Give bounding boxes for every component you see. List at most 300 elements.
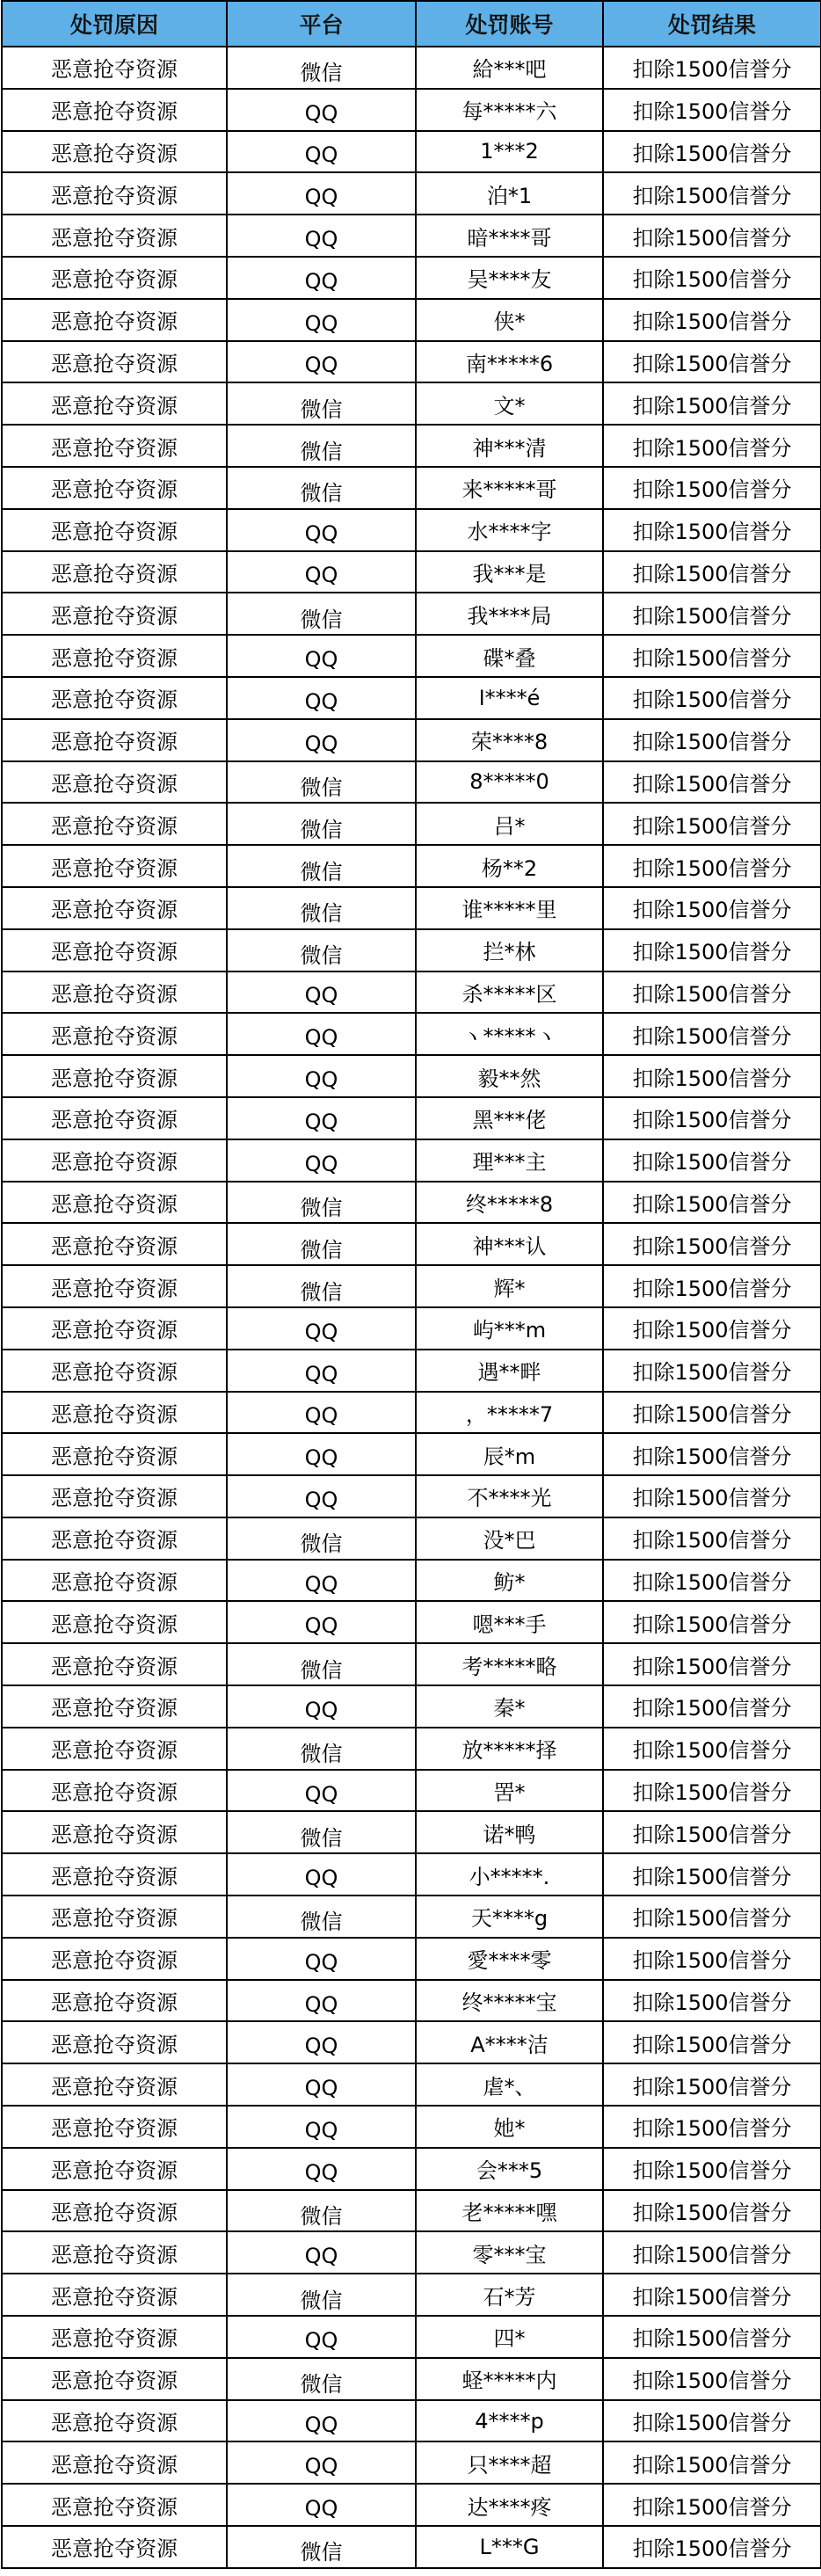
- cell-platform: 微信: [227, 425, 416, 467]
- table-row: [2, 1896, 821, 1938]
- cell-account: 文*: [416, 382, 603, 425]
- cell-account: 屿***m: [416, 1307, 603, 1350]
- cell-platform: QQ: [227, 299, 416, 341]
- cell-reason: 恶意抢夺资源: [2, 172, 227, 215]
- cell-reason: 恶意抢夺资源: [2, 215, 227, 257]
- cell-result: 扣除1500信誉分: [603, 131, 821, 173]
- cell-reason: 恶意抢夺资源: [2, 761, 227, 804]
- cell-reason: 恶意抢夺资源: [2, 1392, 227, 1434]
- cell-account: 诺*鸭: [416, 1811, 603, 1853]
- cell-platform: QQ: [227, 1055, 416, 1097]
- cell-reason: 恶意抢夺资源: [2, 1896, 227, 1938]
- cell-result: 扣除1500信誉分: [603, 1811, 821, 1853]
- cell-platform: QQ: [227, 1853, 416, 1896]
- table-row: [2, 2316, 821, 2358]
- cell-account: 放*****择: [416, 1728, 603, 1770]
- cell-result: 扣除1500信誉分: [603, 467, 821, 509]
- cell-reason: 恶意抢夺资源: [2, 971, 227, 1014]
- cell-platform: QQ: [227, 2021, 416, 2063]
- cell-platform: 微信: [227, 1223, 416, 1265]
- cell-result: 扣除1500信誉分: [603, 635, 821, 677]
- table-row: [2, 257, 821, 299]
- table-row: [2, 1938, 821, 1980]
- cell-result: 扣除1500信誉分: [603, 341, 821, 383]
- cell-result: 扣除1500信誉分: [603, 761, 821, 804]
- table-row: [2, 1139, 821, 1182]
- cell-account: 会***5: [416, 2148, 603, 2190]
- cell-platform: 微信: [227, 929, 416, 971]
- table-row: [2, 1223, 821, 1265]
- cell-result: 扣除1500信誉分: [603, 299, 821, 341]
- table-row: [2, 677, 821, 719]
- cell-result: 扣除1500信誉分: [603, 425, 821, 467]
- cell-reason: 恶意抢夺资源: [2, 1097, 227, 1139]
- cell-reason: 恶意抢夺资源: [2, 803, 227, 845]
- cell-result: 扣除1500信誉分: [603, 1980, 821, 2022]
- cell-result: 扣除1500信誉分: [603, 1770, 821, 1812]
- cell-account: 1***2: [416, 131, 603, 173]
- cell-reason: 恶意抢夺资源: [2, 1433, 227, 1475]
- cell-result: 扣除1500信誉分: [603, 1938, 821, 1980]
- cell-result: 扣除1500信誉分: [603, 593, 821, 635]
- cell-result: 扣除1500信誉分: [603, 1013, 821, 1055]
- table-row: [2, 635, 821, 677]
- cell-reason: 恶意抢夺资源: [2, 341, 227, 383]
- cell-account: 辉*: [416, 1265, 603, 1307]
- table-row: [2, 299, 821, 341]
- cell-reason: 恶意抢夺资源: [2, 719, 227, 761]
- table-row: [2, 2106, 821, 2148]
- header-account: 处罚账号: [416, 1, 603, 47]
- cell-result: 扣除1500信誉分: [603, 677, 821, 719]
- cell-result: 扣除1500信誉分: [603, 1475, 821, 1517]
- cell-platform: 微信: [227, 593, 416, 635]
- cell-platform: QQ: [227, 131, 416, 173]
- cell-result: 扣除1500信誉分: [603, 2400, 821, 2442]
- cell-result: 扣除1500信誉分: [603, 2358, 821, 2400]
- cell-account: 杀*****区: [416, 971, 603, 1014]
- cell-reason: 恶意抢夺资源: [2, 1601, 227, 1643]
- cell-reason: 恶意抢夺资源: [2, 2526, 227, 2568]
- cell-account: 蛏*****内: [416, 2358, 603, 2400]
- cell-reason: 恶意抢夺资源: [2, 2274, 227, 2316]
- table-row: [2, 341, 821, 383]
- table-row: [2, 1770, 821, 1812]
- cell-platform: QQ: [227, 1770, 416, 1812]
- cell-platform: QQ: [227, 1307, 416, 1350]
- cell-reason: 恶意抢夺资源: [2, 1013, 227, 1055]
- cell-account: 嗯***手: [416, 1601, 603, 1643]
- cell-reason: 恶意抢夺资源: [2, 1139, 227, 1182]
- cell-platform: QQ: [227, 1938, 416, 1980]
- table-row: [2, 761, 821, 804]
- cell-result: 扣除1500信誉分: [603, 2526, 821, 2568]
- cell-account: 石*芳: [416, 2274, 603, 2316]
- cell-platform: 微信: [227, 1728, 416, 1770]
- table-row: [2, 1097, 821, 1139]
- cell-account: ヽ*****ヽ: [416, 1013, 603, 1055]
- cell-platform: 微信: [227, 1182, 416, 1224]
- cell-result: 扣除1500信誉分: [603, 1853, 821, 1896]
- cell-account: 遇**畔: [416, 1350, 603, 1392]
- cell-reason: 恶意抢夺资源: [2, 2148, 227, 2190]
- table-row: [2, 172, 821, 215]
- cell-reason: 恶意抢夺资源: [2, 299, 227, 341]
- table-row: [2, 2231, 821, 2274]
- cell-result: 扣除1500信誉分: [603, 1307, 821, 1350]
- cell-platform: 微信: [227, 2358, 416, 2400]
- cell-account: 荣****8: [416, 719, 603, 761]
- cell-reason: 恶意抢夺资源: [2, 1938, 227, 1980]
- cell-result: 扣除1500信誉分: [603, 47, 821, 89]
- cell-result: 扣除1500信誉分: [603, 172, 821, 215]
- cell-reason: 恶意抢夺资源: [2, 1770, 227, 1812]
- cell-account: 天****g: [416, 1896, 603, 1938]
- cell-reason: 恶意抢夺资源: [2, 2021, 227, 2063]
- cell-platform: QQ: [227, 677, 416, 719]
- cell-account: 4****p: [416, 2400, 603, 2442]
- table-row: [2, 1560, 821, 1602]
- cell-result: 扣除1500信誉分: [603, 2274, 821, 2316]
- cell-result: 扣除1500信誉分: [603, 382, 821, 425]
- cell-platform: QQ: [227, 2316, 416, 2358]
- cell-account: 泊*1: [416, 172, 603, 215]
- cell-reason: 恶意抢夺资源: [2, 845, 227, 887]
- cell-account: 神***认: [416, 1223, 603, 1265]
- cell-reason: 恶意抢夺资源: [2, 635, 227, 677]
- cell-platform: QQ: [227, 719, 416, 761]
- table-row: [2, 803, 821, 845]
- table-row: [2, 1811, 821, 1853]
- cell-reason: 恶意抢夺资源: [2, 2106, 227, 2148]
- cell-reason: 恶意抢夺资源: [2, 382, 227, 425]
- table-row: [2, 1350, 821, 1392]
- cell-account: 没*巴: [416, 1517, 603, 1560]
- cell-account: 鲂*: [416, 1560, 603, 1602]
- table-row: [2, 425, 821, 467]
- cell-account: 我***是: [416, 551, 603, 593]
- cell-platform: 微信: [227, 1265, 416, 1307]
- cell-reason: 恶意抢夺资源: [2, 1560, 227, 1602]
- header-platform: 平台: [227, 1, 416, 47]
- cell-account: 暗****哥: [416, 215, 603, 257]
- cell-reason: 恶意抢夺资源: [2, 2063, 227, 2106]
- cell-result: 扣除1500信誉分: [603, 1601, 821, 1643]
- table-row: [2, 1307, 821, 1350]
- cell-result: 扣除1500信誉分: [603, 971, 821, 1014]
- cell-account: 8*****0: [416, 761, 603, 804]
- cell-result: 扣除1500信誉分: [603, 803, 821, 845]
- cell-account: 給***吧: [416, 47, 603, 89]
- cell-account: 考*****略: [416, 1643, 603, 1685]
- cell-platform: QQ: [227, 89, 416, 131]
- cell-reason: 恶意抢夺资源: [2, 887, 227, 929]
- table-row: [2, 1433, 821, 1475]
- cell-account: L***G: [416, 2526, 603, 2568]
- cell-reason: 恶意抢夺资源: [2, 1307, 227, 1350]
- table-row: [2, 1055, 821, 1097]
- cell-account: 南*****6: [416, 341, 603, 383]
- cell-result: 扣除1500信誉分: [603, 89, 821, 131]
- cell-platform: QQ: [227, 1097, 416, 1139]
- cell-reason: 恶意抢夺资源: [2, 1853, 227, 1896]
- header-reason: 处罚原因: [2, 1, 227, 47]
- cell-platform: QQ: [227, 1980, 416, 2022]
- cell-platform: QQ: [227, 1350, 416, 1392]
- table-header: [2, 1, 821, 47]
- header-result: 处罚结果: [603, 1, 821, 47]
- cell-platform: 微信: [227, 2190, 416, 2232]
- table-row: [2, 89, 821, 131]
- cell-platform: 微信: [227, 467, 416, 509]
- cell-platform: 微信: [227, 1643, 416, 1685]
- cell-platform: 微信: [227, 2274, 416, 2316]
- cell-result: 扣除1500信誉分: [603, 1517, 821, 1560]
- cell-result: 扣除1500信誉分: [603, 887, 821, 929]
- table-body: [2, 47, 821, 2568]
- table-row: [2, 719, 821, 761]
- table-row: [2, 509, 821, 551]
- cell-reason: 恶意抢夺资源: [2, 1055, 227, 1097]
- cell-account: 老*****嘿: [416, 2190, 603, 2232]
- table-row: [2, 845, 821, 887]
- table-row: [2, 551, 821, 593]
- table-row: [2, 1013, 821, 1055]
- table-row: [2, 47, 821, 89]
- cell-account: 拦*林: [416, 929, 603, 971]
- cell-platform: 微信: [227, 47, 416, 89]
- cell-result: 扣除1500信誉分: [603, 257, 821, 299]
- cell-platform: QQ: [227, 2106, 416, 2148]
- cell-account: 神***清: [416, 425, 603, 467]
- cell-result: 扣除1500信誉分: [603, 2106, 821, 2148]
- table-row: [2, 2484, 821, 2526]
- cell-reason: 恶意抢夺资源: [2, 1643, 227, 1685]
- table-row: [2, 131, 821, 173]
- cell-platform: QQ: [227, 2063, 416, 2106]
- cell-platform: 微信: [227, 1517, 416, 1560]
- cell-reason: 恶意抢夺资源: [2, 2316, 227, 2358]
- cell-reason: 恶意抢夺资源: [2, 593, 227, 635]
- table-row: [2, 1980, 821, 2022]
- cell-platform: 微信: [227, 2526, 416, 2568]
- cell-reason: 恶意抢夺资源: [2, 1685, 227, 1728]
- cell-platform: QQ: [227, 1139, 416, 1182]
- cell-account: 吴****友: [416, 257, 603, 299]
- cell-result: 扣除1500信誉分: [603, 1223, 821, 1265]
- cell-platform: QQ: [227, 2441, 416, 2484]
- cell-account: 每*****六: [416, 89, 603, 131]
- cell-result: 扣除1500信誉分: [603, 1392, 821, 1434]
- cell-reason: 恶意抢夺资源: [2, 2484, 227, 2526]
- cell-account: 水****字: [416, 509, 603, 551]
- cell-result: 扣除1500信誉分: [603, 1182, 821, 1224]
- cell-reason: 恶意抢夺资源: [2, 2231, 227, 2274]
- cell-reason: 恶意抢夺资源: [2, 509, 227, 551]
- table-row: [2, 467, 821, 509]
- cell-account: 理***主: [416, 1139, 603, 1182]
- cell-result: 扣除1500信誉分: [603, 2231, 821, 2274]
- penalty-table: [1, 0, 821, 2569]
- table-row: [2, 593, 821, 635]
- cell-account: 秦*: [416, 1685, 603, 1728]
- cell-reason: 恶意抢夺资源: [2, 2441, 227, 2484]
- cell-platform: QQ: [227, 1601, 416, 1643]
- cell-platform: QQ: [227, 341, 416, 383]
- cell-account: A****洁: [416, 2021, 603, 2063]
- cell-account: 我****局: [416, 593, 603, 635]
- table-row: [2, 1392, 821, 1434]
- cell-account: 来*****哥: [416, 467, 603, 509]
- table-row: [2, 2526, 821, 2568]
- cell-result: 扣除1500信誉分: [603, 509, 821, 551]
- cell-account: 四*: [416, 2316, 603, 2358]
- cell-result: 扣除1500信誉分: [603, 1896, 821, 1938]
- cell-account: 黑***佬: [416, 1097, 603, 1139]
- cell-account: 不****光: [416, 1475, 603, 1517]
- table-row: [2, 1265, 821, 1307]
- cell-account: 碟*叠: [416, 635, 603, 677]
- cell-account: 愛****零: [416, 1938, 603, 1980]
- table-row: [2, 1728, 821, 1770]
- cell-reason: 恶意抢夺资源: [2, 1980, 227, 2022]
- cell-platform: QQ: [227, 2484, 416, 2526]
- table-row: [2, 2358, 821, 2400]
- cell-account: 她*: [416, 2106, 603, 2148]
- cell-account: 小*****.: [416, 1853, 603, 1896]
- cell-reason: 恶意抢夺资源: [2, 2190, 227, 2232]
- cell-result: 扣除1500信誉分: [603, 1139, 821, 1182]
- table-row: [2, 1182, 821, 1224]
- table-row: [2, 971, 821, 1014]
- cell-reason: 恶意抢夺资源: [2, 2400, 227, 2442]
- cell-result: 扣除1500信誉分: [603, 2148, 821, 2190]
- cell-account: 侠*: [416, 299, 603, 341]
- table-row: [2, 1517, 821, 1560]
- cell-account: 终*****8: [416, 1182, 603, 1224]
- cell-reason: 恶意抢夺资源: [2, 1182, 227, 1224]
- cell-reason: 恶意抢夺资源: [2, 1223, 227, 1265]
- cell-platform: QQ: [227, 172, 416, 215]
- cell-reason: 恶意抢夺资源: [2, 2358, 227, 2400]
- cell-platform: QQ: [227, 257, 416, 299]
- cell-platform: 微信: [227, 761, 416, 804]
- cell-result: 扣除1500信誉分: [603, 2021, 821, 2063]
- cell-account: I****é: [416, 677, 603, 719]
- cell-reason: 恶意抢夺资源: [2, 1475, 227, 1517]
- cell-result: 扣除1500信誉分: [603, 2441, 821, 2484]
- cell-platform: QQ: [227, 1475, 416, 1517]
- cell-result: 扣除1500信誉分: [603, 2316, 821, 2358]
- table-row: [2, 1475, 821, 1517]
- table-row: [2, 929, 821, 971]
- cell-result: 扣除1500信誉分: [603, 1265, 821, 1307]
- cell-platform: QQ: [227, 509, 416, 551]
- cell-platform: QQ: [227, 1433, 416, 1475]
- cell-account: 只****超: [416, 2441, 603, 2484]
- cell-account: 吕*: [416, 803, 603, 845]
- table-row: [2, 2190, 821, 2232]
- cell-reason: 恶意抢夺资源: [2, 551, 227, 593]
- cell-account: 辰*m: [416, 1433, 603, 1475]
- table-row: [2, 2148, 821, 2190]
- cell-platform: 微信: [227, 887, 416, 929]
- cell-result: 扣除1500信誉分: [603, 1643, 821, 1685]
- table-row: [2, 1853, 821, 1896]
- cell-result: 扣除1500信誉分: [603, 719, 821, 761]
- table-row: [2, 887, 821, 929]
- cell-account: 终*****宝: [416, 1980, 603, 2022]
- cell-result: 扣除1500信誉分: [603, 2190, 821, 2232]
- table-row: [2, 2274, 821, 2316]
- cell-platform: QQ: [227, 551, 416, 593]
- cell-platform: 微信: [227, 1811, 416, 1853]
- cell-platform: QQ: [227, 1392, 416, 1434]
- cell-reason: 恶意抢夺资源: [2, 467, 227, 509]
- cell-reason: 恶意抢夺资源: [2, 1811, 227, 1853]
- cell-platform: QQ: [227, 1560, 416, 1602]
- cell-platform: 微信: [227, 382, 416, 425]
- header-row: [2, 1, 821, 47]
- cell-reason: 恶意抢夺资源: [2, 677, 227, 719]
- cell-result: 扣除1500信誉分: [603, 1433, 821, 1475]
- cell-platform: 微信: [227, 845, 416, 887]
- cell-reason: 恶意抢夺资源: [2, 47, 227, 89]
- table-row: [2, 1601, 821, 1643]
- cell-platform: QQ: [227, 1685, 416, 1728]
- cell-result: 扣除1500信誉分: [603, 215, 821, 257]
- cell-result: 扣除1500信誉分: [603, 1685, 821, 1728]
- cell-account: 罟*: [416, 1770, 603, 1812]
- cell-account: 虐*、: [416, 2063, 603, 2106]
- cell-result: 扣除1500信誉分: [603, 2063, 821, 2106]
- cell-platform: QQ: [227, 635, 416, 677]
- cell-result: 扣除1500信誉分: [603, 929, 821, 971]
- cell-platform: QQ: [227, 2148, 416, 2190]
- cell-account: ，*****7: [416, 1392, 603, 1434]
- cell-account: 杨**2: [416, 845, 603, 887]
- cell-account: 零***宝: [416, 2231, 603, 2274]
- cell-result: 扣除1500信誉分: [603, 2484, 821, 2526]
- cell-reason: 恶意抢夺资源: [2, 131, 227, 173]
- cell-reason: 恶意抢夺资源: [2, 1517, 227, 1560]
- cell-platform: QQ: [227, 1013, 416, 1055]
- table-row: [2, 215, 821, 257]
- table-row: [2, 2400, 821, 2442]
- cell-result: 扣除1500信誉分: [603, 1055, 821, 1097]
- cell-reason: 恶意抢夺资源: [2, 89, 227, 131]
- table-row: [2, 2441, 821, 2484]
- cell-result: 扣除1500信誉分: [603, 845, 821, 887]
- cell-platform: QQ: [227, 971, 416, 1014]
- cell-platform: QQ: [227, 2231, 416, 2274]
- cell-account: 毅**然: [416, 1055, 603, 1097]
- cell-result: 扣除1500信誉分: [603, 551, 821, 593]
- cell-reason: 恶意抢夺资源: [2, 425, 227, 467]
- cell-reason: 恶意抢夺资源: [2, 257, 227, 299]
- cell-platform: 微信: [227, 1896, 416, 1938]
- cell-result: 扣除1500信誉分: [603, 1097, 821, 1139]
- cell-reason: 恶意抢夺资源: [2, 1265, 227, 1307]
- cell-reason: 恶意抢夺资源: [2, 1350, 227, 1392]
- table-row: [2, 1685, 821, 1728]
- cell-reason: 恶意抢夺资源: [2, 929, 227, 971]
- cell-platform: QQ: [227, 2400, 416, 2442]
- table-row: [2, 382, 821, 425]
- cell-result: 扣除1500信誉分: [603, 1560, 821, 1602]
- cell-result: 扣除1500信誉分: [603, 1350, 821, 1392]
- cell-result: 扣除1500信誉分: [603, 1728, 821, 1770]
